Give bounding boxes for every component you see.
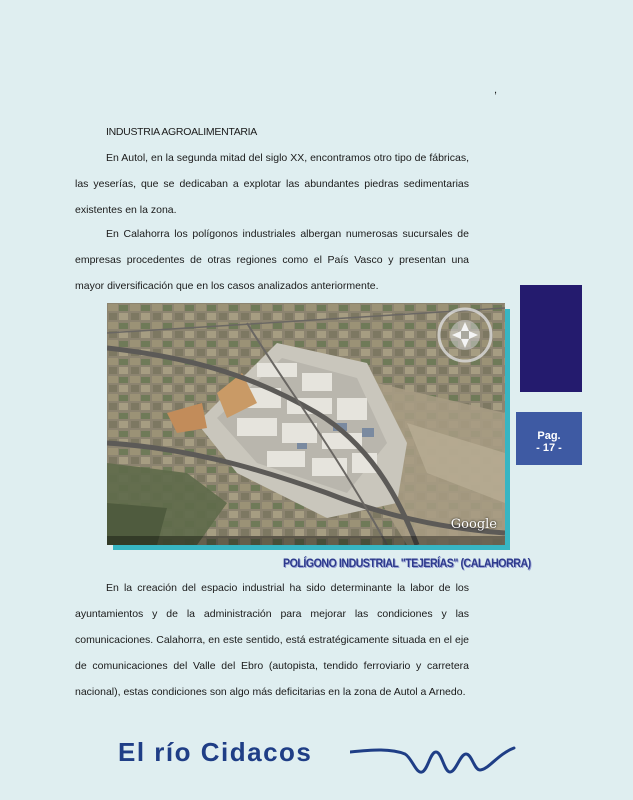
photo-caption: POLÍGONO INDUSTRIAL "TEJERÍAS" (CALAHORRA) bbox=[283, 556, 531, 570]
page-number: - 17 - bbox=[536, 442, 562, 454]
footer-title: El río Cidacos bbox=[118, 737, 313, 767]
google-logo: Google bbox=[450, 517, 497, 532]
river-wave-icon bbox=[350, 740, 520, 780]
page-number-tab bbox=[516, 412, 582, 465]
paragraph-industrial-space: En la creación del espacio industrial ha sido determinante la labor de los ayuntamientos y de la administración para mejorar las condiciones y las comunicaciones. Calahorra, en este sentido, está estratégicamente situada en el eje de comunicaciones del Valle del Ebro (autopista, tendido ferroviario y carretera nacional), estas condiciones son algo más deficitarias en la zona de Autol a Arnedo. bbox=[75, 582, 469, 698]
paragraph-autol: En Autol, en la segunda mitad del siglo XX, encontramos otro tipo de fábricas, las yeserías, que se dedicaban a explotar las abundantes piedras sedimentarias existentes en la zona. bbox=[75, 152, 469, 216]
section-heading: INDUSTRIA AGROALIMENTARIA bbox=[106, 126, 258, 138]
decorative-side-block bbox=[520, 285, 582, 392]
photo-status-bar bbox=[107, 536, 505, 545]
page-label: Pag. bbox=[537, 430, 561, 442]
paragraph-calahorra: En Calahorra los polígonos industriales albergan numerosas sucursales de empresas procedentes de otras regiones como el País Vasco y presentan una mayor diversificación que en los casos analizados anteriormente. bbox=[75, 228, 469, 292]
aerial-photo bbox=[107, 303, 505, 545]
navigation-compass-icon[interactable] bbox=[437, 307, 493, 363]
stray-comma: , bbox=[494, 84, 498, 96]
